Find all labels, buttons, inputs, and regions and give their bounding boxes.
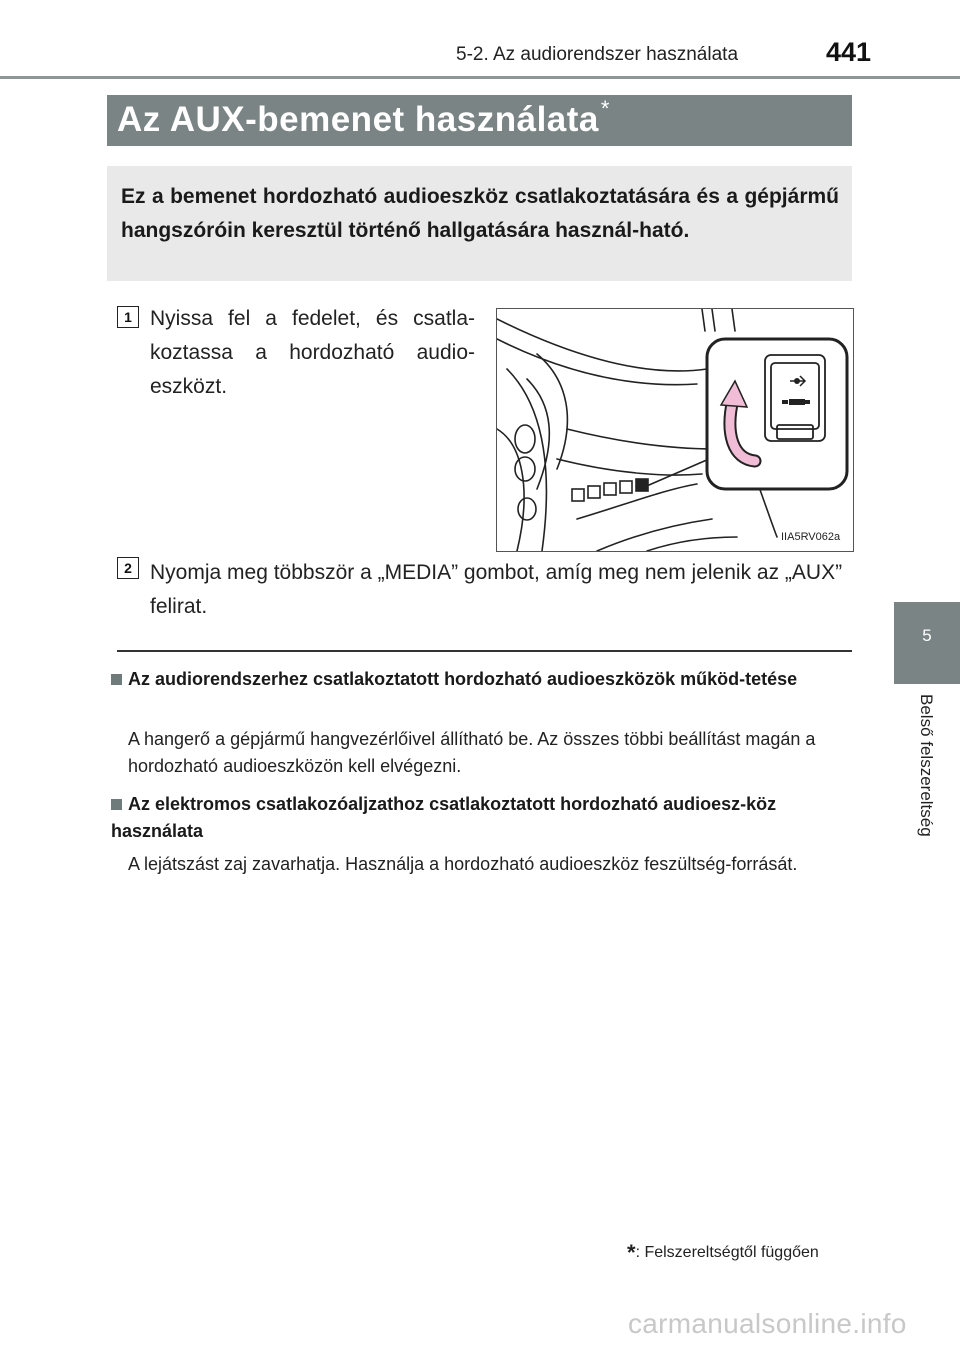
step-2-number: 2 xyxy=(117,557,139,579)
step-1-number: 1 xyxy=(117,306,139,328)
section-title xyxy=(117,96,610,140)
optional-equipment-star: * xyxy=(600,96,610,121)
step-1-text: Nyissa fel a fedelet, és csatla-koztassa a hordozható audio-eszközt. xyxy=(150,307,475,398)
footnote xyxy=(627,1237,819,1263)
note-2-body: A lejátszást zaj zavarhatja. Használja a hordozható audioeszköz feszültség-forrását. xyxy=(128,854,798,874)
intro-box xyxy=(107,166,852,281)
chapter-tab-label-area xyxy=(894,684,960,914)
chapter-tab xyxy=(894,602,960,684)
footnote-star-icon: * xyxy=(627,1240,636,1265)
section-title-bar xyxy=(107,95,852,146)
square-bullet-icon xyxy=(111,674,122,685)
step-2-text: Nyomja meg többször a „MEDIA” gombot, amíg meg nem jelenik az „AUX” felirat. xyxy=(150,561,843,618)
running-header-section: 5-2. Az audiorendszer használata xyxy=(456,44,739,65)
note-1-title-text: Az audiorendszerhez csatlakoztatott hordozható audioeszközök működ-tetése xyxy=(128,669,798,689)
note-2-title xyxy=(111,791,856,845)
header-divider xyxy=(0,76,960,79)
section-title-text: Az AUX-bemenet használata xyxy=(117,100,599,139)
note-1-body: A hangerő a gépjármű hangvezérlőivel állítható be. Az összes többi beállítást magán a hordozható audioeszközön kell elvégezni. xyxy=(128,729,816,776)
dashboard-drawing xyxy=(497,309,853,551)
notes-divider xyxy=(117,650,852,652)
illustration-code: IIA5RV062a xyxy=(781,531,841,543)
watermark: carmanualsonline.info xyxy=(628,1308,907,1339)
square-bullet-icon xyxy=(111,799,122,810)
chapter-tab-label: Belső felszereltség xyxy=(917,694,936,837)
aux-port-illustration xyxy=(496,308,854,552)
note-1-title xyxy=(111,666,856,693)
footnote-text: : Felszereltségtől függően xyxy=(635,1244,819,1261)
note-2-title-text: Az elektromos csatlakozóaljzathoz csatlakoztatott hordozható audioesz-köz használata xyxy=(111,794,777,841)
intro-text: Ez a bemenet hordozható audioeszköz csatlakoztatására és a gépjármű hangszóróin keresztül történő hallgatására használ-ható. xyxy=(121,185,839,242)
chapter-tab-number: 5 xyxy=(922,626,932,645)
page-number: 441 xyxy=(826,37,872,67)
